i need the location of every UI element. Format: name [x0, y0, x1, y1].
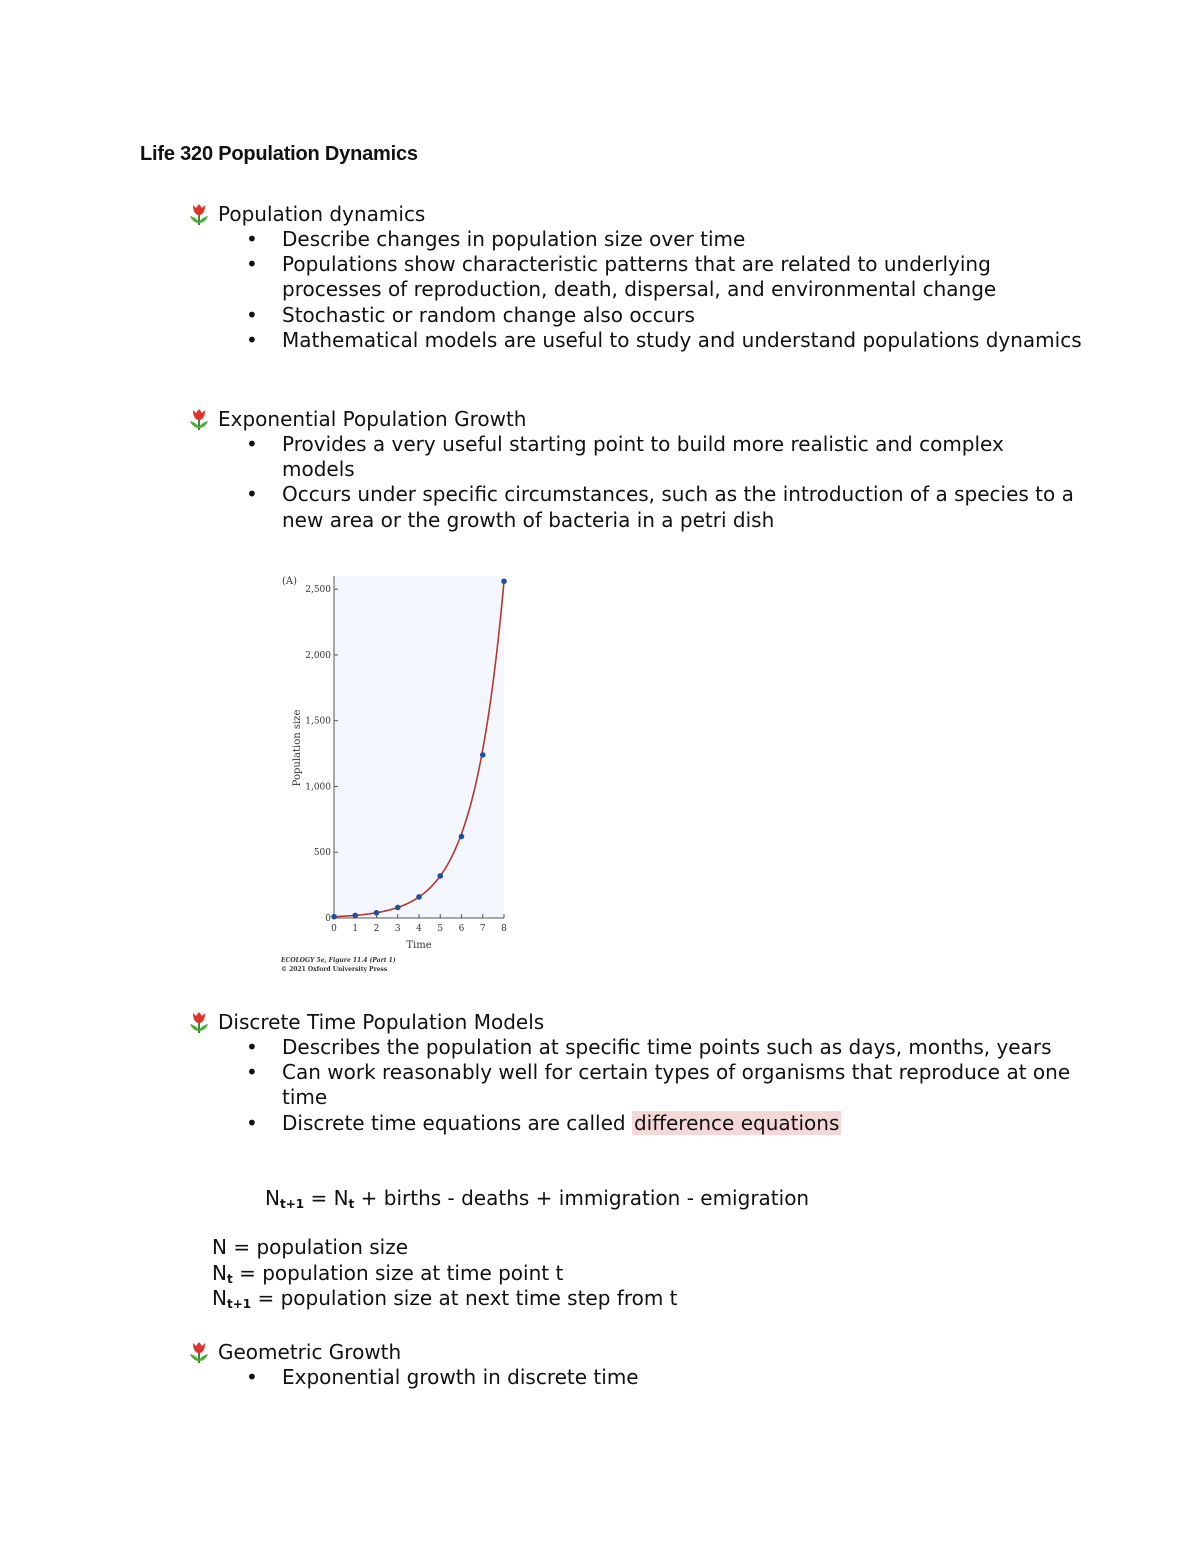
data-point [352, 913, 358, 919]
tulip-icon [188, 1009, 210, 1035]
data-point [480, 752, 486, 758]
y-tick-label: 2,000 [305, 650, 331, 661]
y-tick-label: 0 [325, 914, 331, 924]
tulip-icon [188, 201, 210, 227]
page-title: Life 320 Population Dynamics [140, 143, 418, 165]
chart-svg [278, 568, 518, 978]
x-axis-label: Time [406, 940, 432, 951]
x-tick-label: 2 [373, 924, 380, 934]
bullet-icon: • [246, 302, 258, 327]
x-tick-label: 6 [458, 924, 465, 934]
difference-equation: $N_{t+1} = N_t$ + births - deaths + immigration - emigration [265, 1186, 810, 1211]
list-item: • Provides a very useful starting point to build more realistic and complex models [246, 432, 1004, 482]
definition-row: N = population size [212, 1235, 409, 1259]
section-discrete-time-models [188, 1009, 1088, 1136]
bullet-icon: • [246, 1365, 258, 1389]
panel-label: (A) [282, 576, 298, 587]
x-tick-label: 0 [331, 924, 337, 934]
bullet-icon: • [246, 432, 258, 456]
list-item: • Populations show characteristic patterns that are related to underlying processes of reproduction, death, dispersal, and environmental change [246, 252, 997, 302]
bullet-icon: • [246, 1110, 258, 1135]
x-tick-label: 3 [394, 924, 401, 934]
data-point [459, 834, 465, 840]
x-tick-label: 1 [352, 924, 359, 934]
bullet-list [188, 1365, 1088, 1390]
x-tick-label: 4 [416, 924, 422, 934]
list-item: • Exponential growth in discrete time [246, 1365, 639, 1389]
tulip-icon [188, 1339, 210, 1365]
y-tick-label: 1,000 [305, 782, 331, 793]
y-axis-label: Population size [292, 709, 303, 787]
data-point [331, 914, 337, 920]
section-heading: Population dynamics [188, 201, 1088, 227]
section-geometric-growth [188, 1339, 1088, 1390]
figure-credit-line-1: ECOLOGY 5e, Figure 11.4 (Part 1) [281, 957, 396, 964]
tulip-icon [188, 406, 210, 432]
x-tick-label: 8 [501, 924, 507, 934]
list-item: • Stochastic or random change also occurs [246, 302, 695, 327]
bullet-icon: • [246, 482, 258, 507]
exponential-growth-chart [278, 568, 518, 978]
section-heading: Exponential Population Growth [188, 406, 1088, 432]
data-point [416, 894, 422, 900]
section-heading: Discrete Time Population Models [188, 1009, 1088, 1035]
list-item: • Discrete time equations are called difference equations [246, 1110, 840, 1135]
data-point [501, 578, 507, 584]
x-tick-label: 5 [437, 924, 444, 934]
bullet-list [188, 1035, 1088, 1136]
y-tick-label: 1,500 [305, 716, 331, 727]
bullet-icon: • [246, 227, 258, 251]
section-exponential-growth [188, 406, 1088, 533]
bullet-icon: • [246, 1035, 258, 1059]
definition-row: $N_t$ = population size at time point t [212, 1260, 564, 1286]
bullet-list [188, 227, 1088, 353]
x-tick-label: 7 [479, 924, 486, 934]
list-item: • Occurs under specific circumstances, such as the introduction of a species to a new area or the growth of bacteria in a petri dish [246, 482, 1074, 532]
bullet-icon: • [246, 252, 258, 277]
variable-definitions [212, 1235, 678, 1312]
definition-row: $N_{t+1}$ = population size at next time step from t [212, 1286, 678, 1311]
y-tick-label: 2,500 [305, 585, 331, 596]
data-point [437, 873, 443, 879]
plot-background [334, 576, 504, 918]
list-item: • Mathematical models are useful to study and understand populations dynamics [246, 327, 1082, 352]
figure-credit-line-2: © 2021 Oxford University Press [281, 966, 388, 973]
list-item: • Describe changes in population size over time [246, 227, 746, 251]
highlighted-term: difference equations [633, 1110, 840, 1135]
section-heading: Geometric Growth [188, 1339, 1088, 1365]
data-point [374, 910, 380, 916]
data-point [395, 905, 401, 911]
list-item: • Describes the population at specific time points such as days, months, years [246, 1035, 1052, 1059]
bullet-icon: • [246, 327, 258, 352]
y-tick-label: 500 [313, 848, 331, 859]
section-population-dynamics [188, 201, 1088, 353]
list-item: • Can work reasonably well for certain types of organisms that reproduce at one time [246, 1060, 1071, 1110]
bullet-list [188, 432, 1088, 533]
bullet-icon: • [246, 1060, 258, 1085]
